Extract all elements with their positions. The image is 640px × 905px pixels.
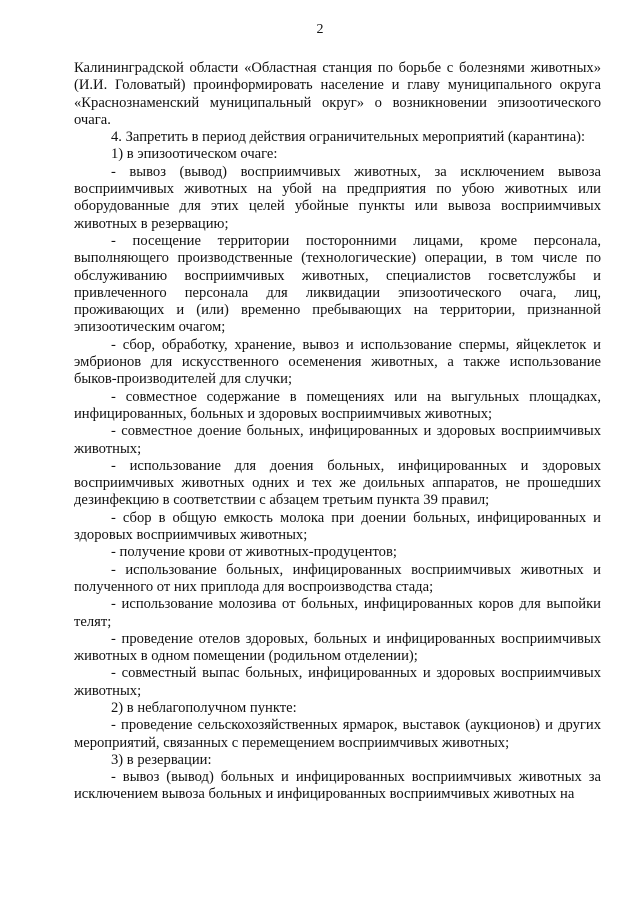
paragraph: - совместное доение больных, инфицированных и здоровых восприимчивых животных; — [74, 423, 601, 457]
paragraph: - использование больных, инфицированных восприимчивых животных и полученного от них приплода для воспроизводства стада; — [74, 561, 601, 595]
paragraph: - вывоз (вывод) восприимчивых животных, за исключением вывоза восприимчивых животных на убой на предприятия по убою животных или оборудованные для этих целей убойные пункты или вывоза восприимчивых животных в резервацию; — [74, 163, 601, 232]
paragraph: 1) в эпизоотическом очаге: — [111, 146, 278, 163]
paragraph: - сбор в общую емкость молока при доении больных, инфицированных и здоровых восприимчивых животных; — [74, 509, 601, 544]
paragraph: 4. Запретить в период действия ограничительных мероприятий (карантина): — [111, 129, 586, 146]
paragraph: Калининградской области «Областная станция по борьбе с болезнями животных» (И.И. Головатый) проинформировать население и главу муниципального округа «Краснознаменский муниципальный округ» о возникновении эпизоотического очага. — [74, 60, 601, 128]
paragraph: - совместное содержание в помещениях или на выгульных площадках, инфицированных, больных и здоровых восприимчивых животных; — [74, 388, 601, 422]
page-number: 2 — [316, 22, 324, 37]
paragraph: - использование молозива от больных, инфицированных коров для выпойки телят; — [74, 596, 601, 630]
paragraph: - проведение сельскохозяйственных ярмарок, выставок (аукционов) и других мероприятий, связанных с перемещением восприимчивых животных; — [74, 717, 601, 751]
paragraph: - получение крови от животных-продуцентов; — [111, 544, 397, 561]
paragraph: - совместный выпас больных, инфицированных и здоровых восприимчивых животных; — [74, 665, 601, 699]
paragraph: 3) в резервации: — [111, 751, 212, 768]
document-body — [74, 60, 601, 804]
paragraph: - вывоз (вывод) больных и инфицированных восприимчивых животных за исключением вывоза больных и инфицированных восприимчивых животных на — [74, 769, 601, 803]
paragraph: - использование для доения больных, инфицированных и здоровых восприимчивых животных одних и тех же доильных аппаратов, не прошедших дезинфекцию в соответствии с абзацем третьим пункта 39 правил; — [74, 457, 601, 509]
paragraph: - проведение отелов здоровых, больных и инфицированных восприимчивых животных в одном помещении (родильном отделении); — [74, 630, 601, 665]
paragraph: 2) в неблагополучном пункте: — [111, 699, 297, 716]
paragraph: - посещение территории посторонними лицами, кроме персонала, выполняющего производственные (технологические) операции, в том числе по обслуживанию восприимчивых животных, специалистов госветслужбы и привлеченного персонала для ликвидации эпизоотического очага, лиц, проживающих и (или) временно пребывающих на территории, признанной эпизоотическим очагом; — [74, 232, 601, 336]
paragraph: - сбор, обработку, хранение, вывоз и использование спермы, яйцеклеток и эмбрионов для искусственного осеменения животных, а также использование быков-производителей для случки; — [74, 336, 601, 388]
